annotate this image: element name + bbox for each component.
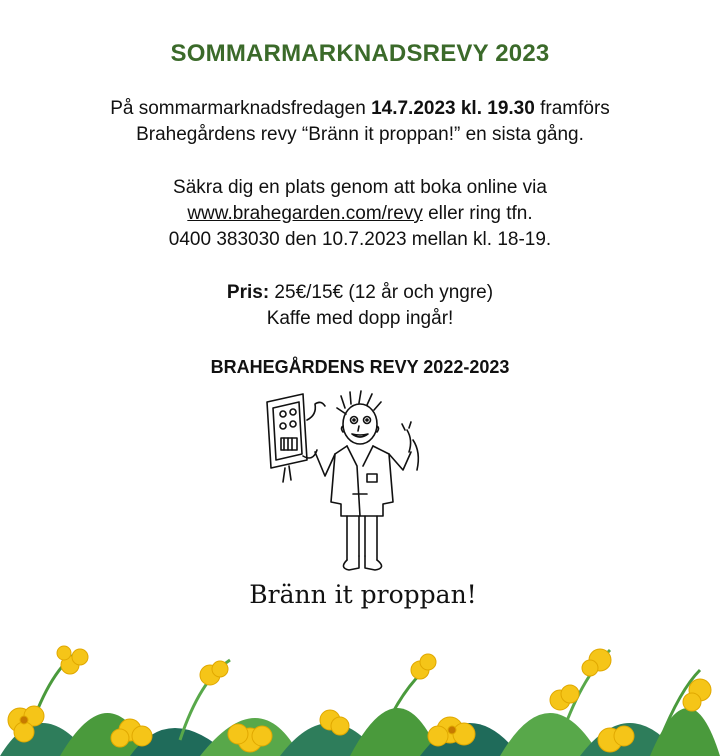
price-label: Pris: [226,282,270,303]
booking-line-3: 0400 383030 den 10.7.2023 mellan kl. 18-19. [168,229,552,250]
intro-line-2: Brahegårdens revy “Bränn it proppan!” en sista gång. [136,124,584,145]
cartoon-electrician-icon [255,390,455,575]
intro-paragraph [0,96,720,148]
price-paragraph [0,280,720,332]
revue-heading: BRAHEGÅRDENS REVY 2022-2023 [210,357,510,377]
intro-text: På sommarmarknadsfredagen [110,98,372,119]
booking-link[interactable]: www.brahegarden.com/revy [187,203,423,224]
intro-line-1 [0,96,720,122]
show-datetime: 14.7.2023 kl. 19.30 [371,98,535,119]
intro-text-end: framförs [534,98,610,119]
price-value: 25€/15€ (12 år och yngre) [269,282,494,303]
yellow-flowers-icon [0,630,720,756]
booking-line-2 [0,201,720,227]
price-line [0,280,720,306]
booking-line-1: Säkra dig en plats genom att boka online via [173,177,547,198]
page-title: SOMMARMARKNADSREVY 2023 [170,40,550,67]
price-note: Kaffe med dopp ingår! [266,308,454,329]
revue-tagline: Bränn it proppan! [249,580,477,609]
booking-phone-intro: eller ring tfn. [422,203,533,224]
booking-paragraph [0,175,720,253]
